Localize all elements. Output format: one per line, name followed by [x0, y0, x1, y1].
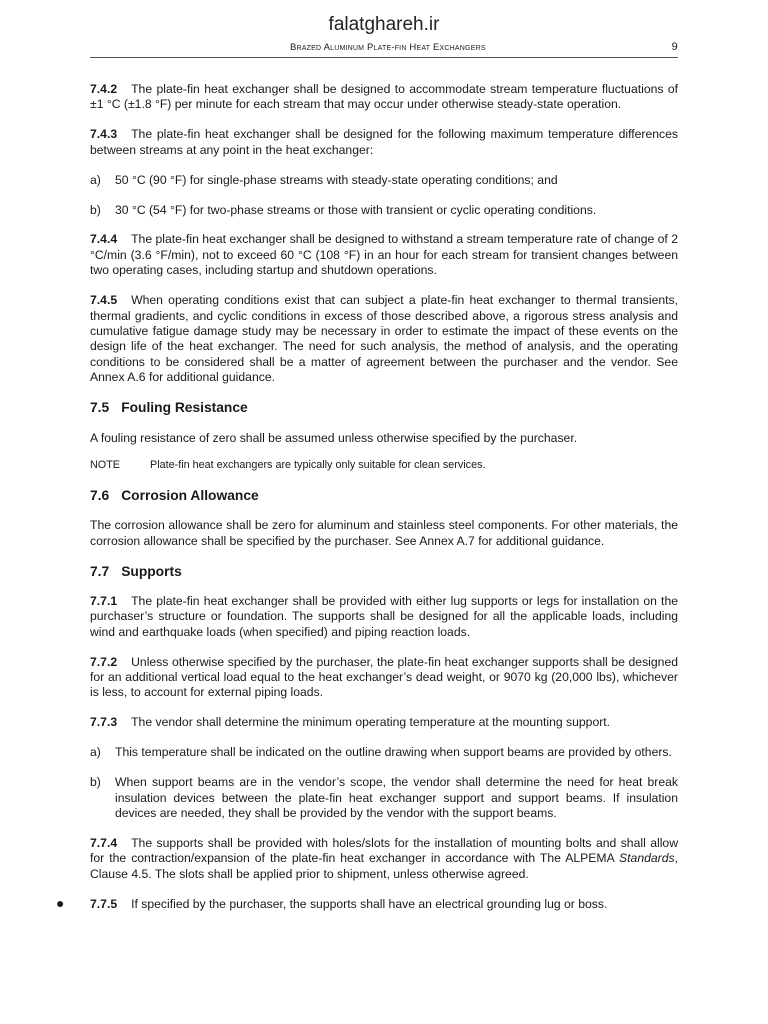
list-item-label: a) — [90, 745, 101, 760]
clause-number: 7.4.3 — [90, 127, 118, 142]
page-number: 9 — [671, 41, 678, 53]
clause-7-4-2 — [90, 82, 678, 113]
clause-7-7-2 — [90, 655, 678, 701]
clause-number: 7.7.1 — [90, 593, 118, 608]
clause-number: 7.7.4 — [90, 835, 118, 850]
section-heading-fouling — [90, 400, 678, 415]
watermark: falatghareh.ir — [328, 14, 440, 35]
clause-number: 7.4.5 — [90, 293, 118, 308]
list-item-label: b) — [90, 202, 101, 217]
section-title: Supports — [121, 563, 182, 579]
list-item-label: a) — [90, 172, 101, 187]
list-item-text: 50 °C (90 °F) for single-phase streams with steady-state operating conditions; and — [115, 172, 558, 187]
fouling-text: A fouling resistance of zero shall be assumed unless otherwise specified by the purchaser. — [90, 430, 578, 445]
clause-text: The plate-fin heat exchanger shall be designed for the following maximum temperature differences between streams at any point in the heat exchanger: — [90, 127, 678, 157]
clause-7-4-3 — [90, 127, 678, 158]
clause-7-7-4 — [90, 836, 678, 882]
document-body — [56, 82, 678, 927]
clause-text: Unless otherwise specified by the purchaser, the plate-fin heat exchanger supports shall be designed for an additional vertical load equal to the heat exchanger’s dead weight, or 9070 kg (20,000 lbs), whichever is less, to account for external piping loads. — [90, 654, 678, 700]
clause-number: 7.4.4 — [90, 232, 118, 247]
clause-text: The plate-fin heat exchanger shall be designed to withstand a stream temperature rate of change of 2 °C/min (3.6 °F/min), not to exceed 60 °C (108 °F) in an hour for each stream for transient changes between two operating cases, including startup and shutdown operations. — [90, 232, 678, 278]
corrosion-text: The corrosion allowance shall be zero for aluminum and stainless steel components. For other materials, the corrosion allowance shall be specified by the purchaser. See Annex A.7 for additional guidance. — [90, 518, 678, 548]
section-title: Corrosion Allowance — [121, 487, 259, 503]
clause-7-7-3 — [90, 715, 678, 730]
clause-text: The vendor shall determine the minimum operating temperature at the mounting support. — [131, 715, 611, 730]
clause-text: The plate-fin heat exchanger shall be designed to accommodate stream temperature fluctuations of ±1 °C (±1.8 °F) per minute for each stream that may occur under otherwise steady-state operation. — [90, 82, 678, 112]
list-item-label: b) — [90, 775, 101, 790]
clause-text: When operating conditions exist that can subject a plate-fin heat exchanger to thermal transients, thermal gradients, and cyclic conditions in excess of those described above, a rigorous stress analysis and cumulative fatigue damage study may be necessary in order to estimate the impact of these events on the design life of the heat exchanger. The need for such analysis, the method of analysis, and the operating conditions to be considered shall be a matter of agreement between the purchaser and the vendor. See Annex A.6 for additional guidance. — [90, 293, 678, 385]
list-item-text: 30 °C (54 °F) for two-phase streams or those with transient or cyclic operating conditions. — [115, 202, 597, 217]
clause-number: 7.7.5 — [90, 896, 118, 911]
list-item — [90, 203, 678, 218]
list-item-text: This temperature shall be indicated on the outline drawing when support beams are provided by others. — [115, 745, 672, 760]
clause-7-7-1 — [90, 594, 678, 640]
clause-7-7-5 — [56, 894, 678, 912]
clause-text-continued: , Clause 4.5. The slots shall be applied prior to shipment, unless otherwise agreed. — [90, 851, 678, 881]
clause-number: 7.7.2 — [90, 654, 118, 669]
note-label: NOTE — [90, 459, 120, 472]
section-title: Fouling Resistance — [121, 400, 248, 416]
header-rule — [90, 57, 678, 58]
list-item — [90, 173, 678, 188]
list-item — [90, 775, 678, 821]
clause-7-4-5 — [90, 293, 678, 385]
list-item — [90, 745, 678, 760]
note-text: Plate-fin heat exchangers are typically only suitable for clean services. — [150, 459, 486, 472]
section-number: 7.5 — [90, 400, 110, 416]
clause-text: The supports shall be provided with holes/slots for the installation of mounting bolts and shall allow for the contraction/expansion of the plate-fin heat exchanger in accordance with The ALPEMA — [90, 835, 678, 866]
note — [90, 458, 678, 473]
clause-7-4-4 — [90, 232, 678, 278]
list-item-text: When support beams are in the vendor’s scope, the vendor shall determine the need for heat break insulation devices between the plate-fin heat exchanger support and support beams. If insulation devices are needed, they shall be provided by the vendor with the support beams. — [115, 775, 678, 820]
running-title: Brazed Aluminum Plate-fin Heat Exchangers — [290, 42, 486, 53]
clause-text: If specified by the purchaser, the supports shall have an electrical grounding lug or boss. — [131, 896, 608, 911]
section-number: 7.7 — [90, 563, 110, 579]
clause-text: The plate-fin heat exchanger shall be provided with either lug supports or legs for installation on the purchaser’s structure or foundation. The supports shall be designed for all the applicable loads, including wind and earthquake loads (when specified) and piping reaction loads. — [90, 593, 678, 639]
section-heading-supports — [90, 564, 678, 579]
clause-number: 7.4.2 — [90, 82, 118, 96]
section-number: 7.6 — [90, 487, 110, 503]
standards-italic: Standards — [619, 851, 675, 866]
section-heading-corrosion — [90, 488, 678, 503]
clause-number: 7.7.3 — [90, 715, 118, 730]
bullet-icon: ● — [56, 894, 65, 911]
